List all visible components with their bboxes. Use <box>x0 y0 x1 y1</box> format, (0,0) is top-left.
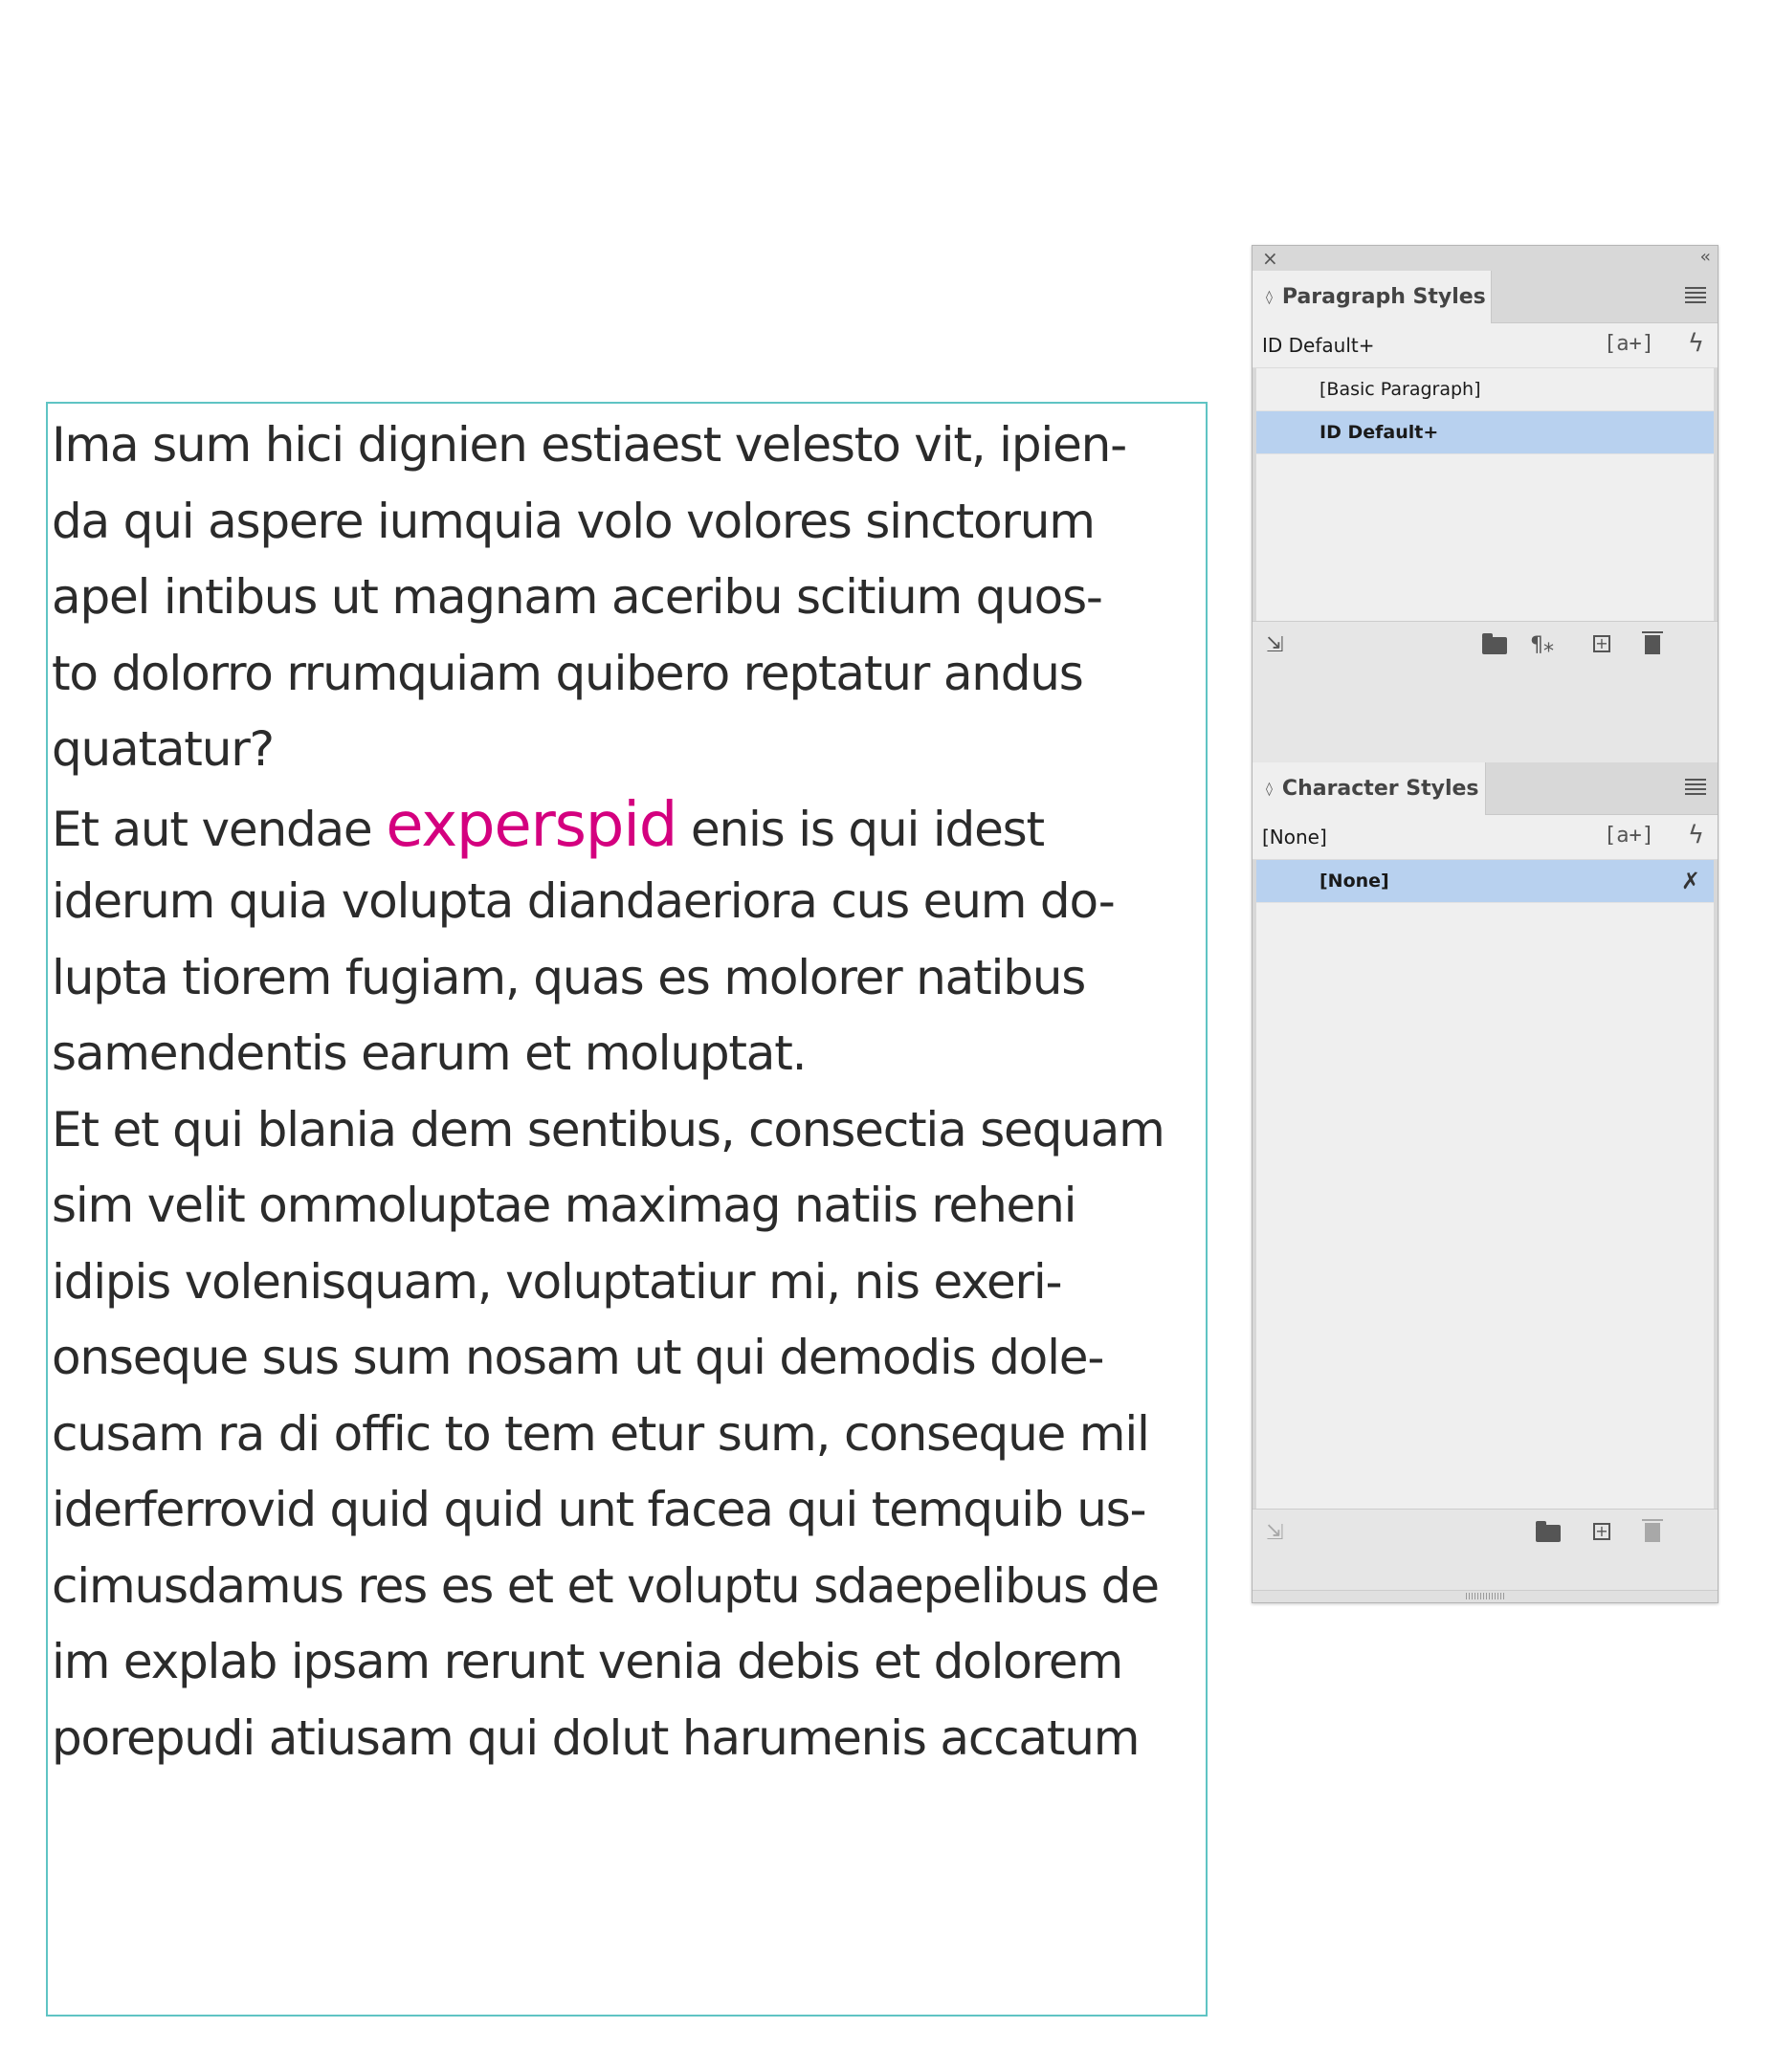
no-edit-pencil-icon: ✗ <box>1680 868 1700 894</box>
resize-grip[interactable] <box>1253 1590 1718 1602</box>
create-style-override-icon[interactable]: [a+] <box>1604 332 1654 356</box>
text-line: da qui aspere iumquia volo volores sinctorum <box>52 493 1095 549</box>
text-line: iderum quia volupta diandaeriora cus eum do- <box>52 873 1115 929</box>
text-line: onseque sus sum nosam ut qui demodis dole- <box>52 1330 1104 1385</box>
collapse-icon[interactable]: ‹‹ <box>1699 247 1708 267</box>
list-item-none[interactable] <box>1256 860 1714 903</box>
paragraph-styles-section <box>1253 271 1718 670</box>
text-line: lupta tiorem fugiam, quas es molorer natibus <box>52 949 1086 1005</box>
text-line: sim velit ommoluptae maximag natiis reheni <box>52 1178 1076 1233</box>
text-line: apel intibus ut magnam aceribu scitium quos- <box>52 569 1102 625</box>
paragraph-styles-toolbar <box>1253 621 1718 670</box>
list-item-basic-paragraph[interactable]: [Basic Paragraph] <box>1256 368 1714 411</box>
close-icon[interactable]: × <box>1262 247 1278 270</box>
text-frame[interactable] <box>46 402 1208 2017</box>
grip-lines <box>1466 1593 1504 1599</box>
load-styles-icon[interactable]: ⇲ <box>1266 633 1284 657</box>
text-run: Et aut vendae <box>52 801 387 857</box>
delete-style-icon[interactable] <box>1645 1523 1660 1542</box>
new-style-group-icon[interactable] <box>1482 637 1507 654</box>
character-styles-toolbar <box>1253 1509 1718 1557</box>
quick-apply-icon[interactable]: ϟ <box>1687 821 1704 849</box>
character-styles-tab-row <box>1253 762 1718 815</box>
text-line: cusam ra di offic to tem etur sum, conseque mil <box>52 1405 1149 1462</box>
tab-paragraph-styles[interactable] <box>1253 271 1492 323</box>
text-line: idipis volenisquam, voluptatiur mi, nis exeri- <box>52 1253 1062 1310</box>
clear-overrides-icon[interactable]: ¶⁎ <box>1530 633 1554 657</box>
text-line: to dolorro rrumquiam quibero reptatur andus <box>52 645 1083 701</box>
tab-character-styles[interactable] <box>1253 762 1486 815</box>
tab-label: Character Styles <box>1281 777 1479 801</box>
text-line: cimusdamus res es et et voluptu sdaepelibus de <box>52 1557 1159 1614</box>
text-run: enis is qui idest <box>676 801 1044 857</box>
text-line: porepudi atiusam qui dolut harumenis accatum <box>52 1709 1140 1766</box>
tab-label: Paragraph Styles <box>1281 285 1486 309</box>
list-item-id-default[interactable]: ID Default+ <box>1256 411 1714 454</box>
character-styles-section <box>1253 762 1718 1557</box>
body-text <box>52 408 1206 1776</box>
text-line: samendentis earum et moluptat. <box>52 1025 807 1081</box>
new-style-icon[interactable]: + <box>1593 635 1610 652</box>
create-style-override-icon[interactable]: [a+] <box>1604 824 1654 848</box>
expand-arrows-icon[interactable]: ◊ <box>1266 289 1273 305</box>
paragraph-styles-tab-row <box>1253 271 1718 323</box>
current-character-style-row <box>1253 815 1718 860</box>
new-style-group-icon[interactable] <box>1536 1525 1561 1542</box>
highlighted-word: experspid <box>386 789 677 861</box>
text-line: quatatur? <box>52 721 274 777</box>
text-line: Et et qui blania dem sentibus, consectia sequam <box>52 1101 1164 1157</box>
paragraph-styles-list <box>1253 368 1718 621</box>
panel-titlebar[interactable] <box>1253 246 1718 272</box>
expand-arrows-icon[interactable]: ◊ <box>1266 781 1273 797</box>
panel-menu-icon[interactable] <box>1685 287 1706 304</box>
current-paragraph-style-row <box>1253 323 1718 368</box>
quick-apply-icon[interactable]: ϟ <box>1687 329 1704 358</box>
current-style-label: [None] <box>1262 826 1327 849</box>
list-item-label: [None] <box>1319 871 1389 892</box>
new-style-icon[interactable]: + <box>1593 1523 1610 1540</box>
delete-style-icon[interactable] <box>1645 635 1660 654</box>
text-line-with-highlight <box>52 788 1206 865</box>
load-styles-icon[interactable]: ⇲ <box>1266 1521 1284 1545</box>
character-styles-list <box>1253 860 1718 1509</box>
panel-menu-icon[interactable] <box>1685 779 1706 796</box>
styles-panel <box>1252 245 1719 1603</box>
text-line: iderferrovid quid quid unt facea qui temquib us- <box>52 1482 1146 1537</box>
text-line: im explab ipsam rerunt venia debis et dolorem <box>52 1634 1122 1689</box>
text-line: Ima sum hici dignien estiaest velesto vit, ipien- <box>52 417 1126 473</box>
current-style-label: ID Default+ <box>1262 334 1375 357</box>
